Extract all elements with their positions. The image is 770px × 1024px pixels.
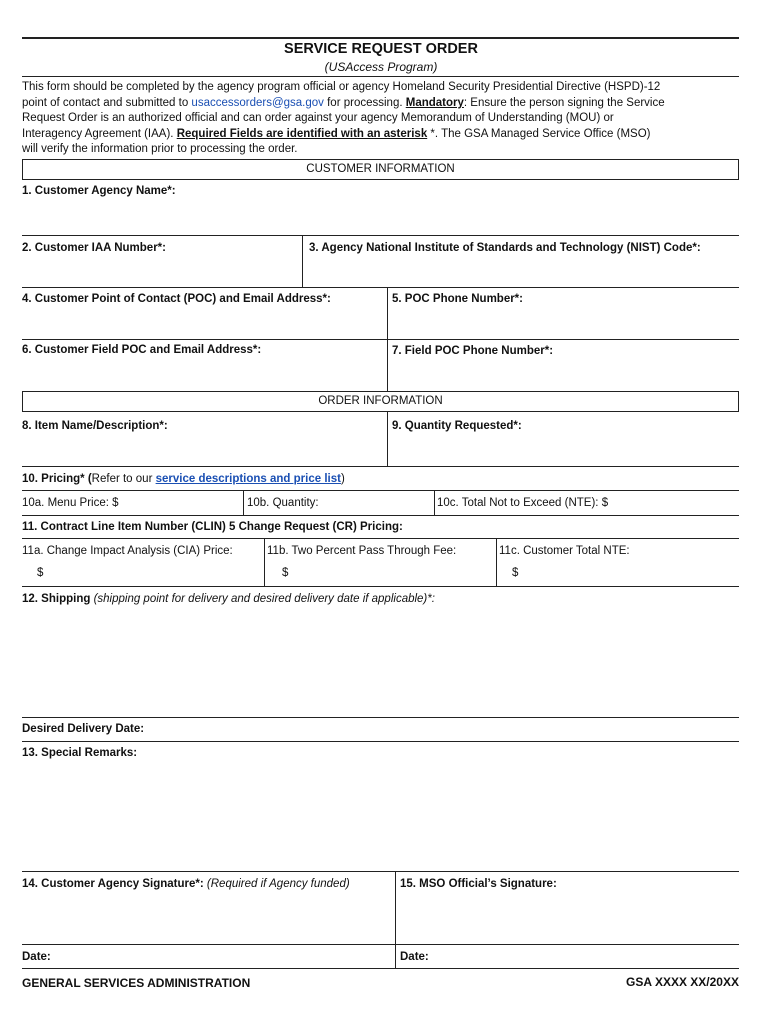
row-divider (22, 235, 739, 236)
title-rule (22, 76, 739, 77)
intro-text: : Ensure the person signing the Service (463, 97, 665, 109)
intro-line-2 (22, 96, 665, 110)
item-description-field[interactable] (22, 434, 386, 465)
total-nte-field[interactable] (636, 492, 738, 514)
price-list-link[interactable]: service descriptions and price list (155, 473, 341, 485)
intro-text: for processing. (323, 97, 406, 109)
quantity-field[interactable] (335, 492, 430, 514)
bottom-rule (22, 968, 739, 969)
customer-agency-name-label: 1. Customer Agency Name*: (22, 185, 176, 197)
quantity-requested-field[interactable] (389, 434, 739, 465)
customer-iaa-number-field[interactable] (22, 256, 300, 286)
agency-date-field[interactable] (60, 946, 390, 967)
nte-dollar-sign: $ (512, 567, 519, 579)
customer-poc-email-label: 4. Customer Point of Contact (POC) and Email Address*: (22, 293, 331, 305)
field-poc-email-label: 6. Customer Field POC and Email Address*: (22, 344, 262, 356)
cia-price-field[interactable] (46, 562, 261, 584)
pricing-title: 10. Pricing* ( (22, 473, 92, 485)
intro-line-1: This form should be completed by the agency program official or agency Homeland Security Presidential Directive (HSPD)-12 (22, 81, 661, 93)
customer-agency-name-field[interactable] (22, 198, 739, 234)
intro-text: Interagency Agreement (IAA). (22, 128, 177, 140)
column-divider (395, 871, 396, 968)
intro-line-3: Request Order is an authorized official and can order against your agency Memorandum of Understanding (MOU) or (22, 112, 614, 124)
row-divider (22, 466, 739, 467)
item-description-label: 8. Item Name/Description*: (22, 420, 168, 432)
pricing-label (22, 472, 345, 486)
footer-agency: GENERAL SERVICES ADMINISTRATION (22, 976, 251, 990)
pricing-note: Refer to our (91, 473, 156, 485)
column-divider (434, 490, 435, 515)
poc-phone-field[interactable] (389, 307, 739, 338)
shipping-note: (shipping point for delivery and desired delivery date if applicable)*: (90, 593, 435, 605)
menu-price-field[interactable] (140, 492, 240, 514)
shipping-label (22, 592, 435, 606)
mso-date-field[interactable] (438, 946, 738, 967)
cia-dollar-sign: $ (37, 567, 44, 579)
agency-date-label: Date: (22, 951, 51, 963)
intro-text: point of contact and submitted to (22, 97, 192, 109)
quantity-requested-label: 9. Quantity Requested*: (392, 420, 522, 432)
total-nte-label: 10c. Total Not to Exceed (NTE): $ (437, 497, 609, 509)
agency-signature-field[interactable] (22, 893, 392, 943)
nist-code-field[interactable] (304, 256, 739, 286)
column-divider (496, 538, 497, 586)
column-divider (264, 538, 265, 586)
pass-through-fee-label: 11b. Two Percent Pass Through Fee: (267, 545, 457, 557)
customer-poc-email-field[interactable] (22, 307, 386, 338)
footer-form-number: GSA XXXX XX/20XX (626, 975, 739, 989)
cia-price-label: 11a. Change Impact Analysis (CIA) Price: (22, 545, 233, 557)
clin-label: 11. Contract Line Item Number (CLIN) 5 Change Request (CR) Pricing: (22, 521, 403, 533)
column-divider (302, 235, 303, 287)
row-divider (22, 944, 739, 945)
page-title: SERVICE REQUEST ORDER (284, 41, 478, 57)
intro-line-5: will verify the information prior to processing the order. (22, 143, 298, 155)
agency-signature-note: (Required if Agency funded) (203, 878, 350, 890)
customer-total-nte-label: 11c. Customer Total NTE: (499, 545, 630, 557)
fee-dollar-sign: $ (282, 567, 289, 579)
mso-date-label: Date: (400, 951, 429, 963)
required-fields-note: Required Fields are identified with an asterisk (176, 128, 428, 140)
email-link[interactable]: usaccessorders@gsa.gov (191, 97, 324, 109)
row-divider (22, 538, 739, 539)
poc-phone-label: 5. POC Phone Number*: (392, 293, 523, 305)
row-divider (22, 490, 739, 491)
field-poc-phone-field[interactable] (389, 358, 739, 390)
menu-price-label: 10a. Menu Price: $ (22, 497, 119, 509)
row-divider (22, 871, 739, 872)
desired-delivery-date-field[interactable] (160, 719, 738, 740)
customer-info-header: CUSTOMER INFORMATION (22, 159, 739, 180)
page-subtitle: (USAccess Program) (324, 60, 438, 74)
desired-delivery-date-label: Desired Delivery Date: (22, 723, 145, 735)
special-remarks-field[interactable] (22, 762, 739, 870)
mso-signature-label: 15. MSO Official’s Signature: (400, 878, 557, 890)
column-divider (243, 490, 244, 515)
row-divider (22, 586, 739, 587)
shipping-title: 12. Shipping (22, 593, 91, 605)
pricing-close: ) (340, 473, 345, 485)
intro-text: *. The GSA Managed Service Office (MSO) (427, 128, 651, 140)
row-divider (22, 515, 739, 516)
mandatory-label: Mandatory (405, 97, 464, 109)
row-divider (22, 339, 739, 340)
special-remarks-label: 13. Special Remarks: (22, 747, 138, 759)
shipping-field[interactable] (22, 608, 739, 716)
intro-line-4 (22, 127, 651, 141)
mso-signature-field[interactable] (397, 893, 738, 943)
order-info-header: ORDER INFORMATION (22, 391, 739, 412)
customer-iaa-number-label: 2. Customer IAA Number*: (22, 242, 166, 254)
quantity-label: 10b. Quantity: (247, 497, 319, 509)
agency-signature-title: 14. Customer Agency Signature*: (22, 878, 204, 890)
row-divider (22, 741, 739, 742)
agency-signature-label (22, 877, 350, 891)
customer-total-nte-field[interactable] (521, 562, 738, 584)
row-divider (22, 287, 739, 288)
row-divider (22, 717, 739, 718)
pass-through-fee-field[interactable] (291, 562, 493, 584)
field-poc-phone-label: 7. Field POC Phone Number*: (392, 345, 554, 357)
column-divider (387, 412, 388, 466)
nist-code-label: 3. Agency National Institute of Standards and Technology (NIST) Code*: (309, 242, 701, 254)
top-rule (22, 37, 739, 39)
field-poc-email-field[interactable] (22, 358, 386, 390)
